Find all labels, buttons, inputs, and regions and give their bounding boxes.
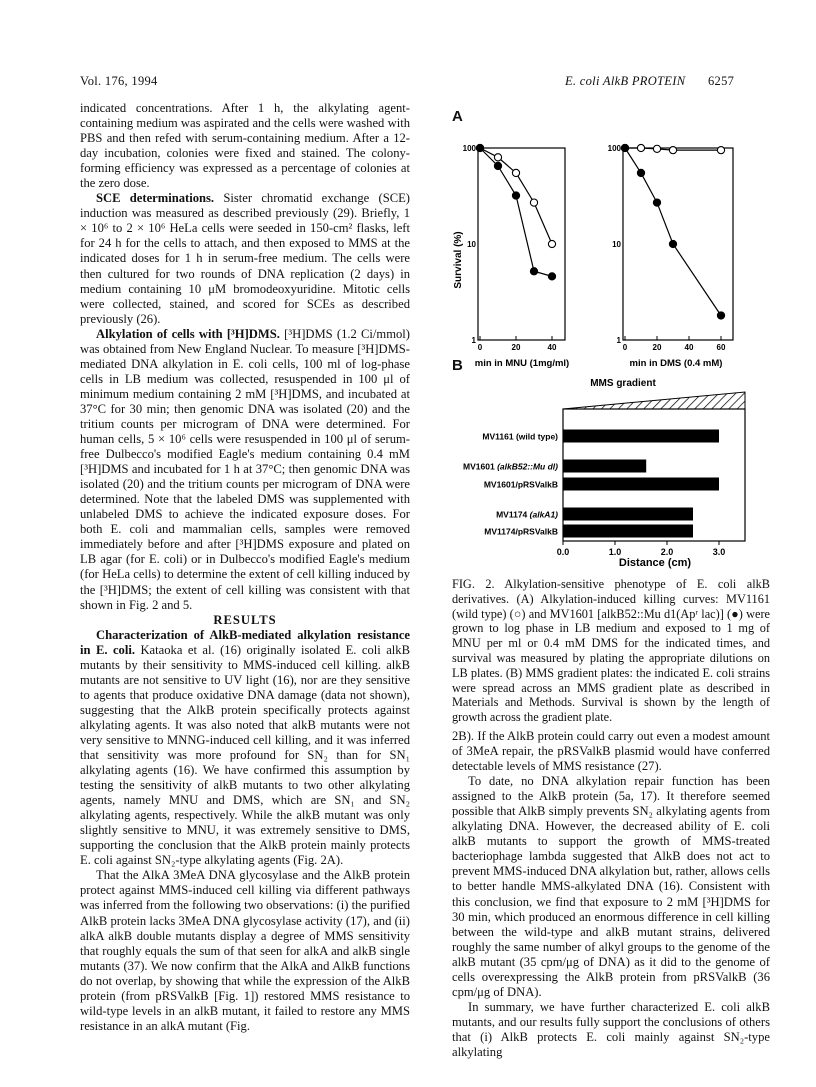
b-bars [563, 430, 719, 538]
a-right-ytick-100: 100 [607, 144, 621, 153]
a-right-point-filled-3 [669, 240, 676, 247]
a-left-point-open-0 [476, 144, 483, 151]
a-right-xlabel: min in DMS (0.4 mM) [629, 358, 723, 369]
a-right-point-open-3 [669, 147, 676, 154]
paragraph-characterization [80, 628, 410, 869]
a-right-xtick-label-20: 20 [652, 343, 662, 352]
a-right-plot [608, 144, 733, 369]
b-xtick-label-0: 0.0 [556, 547, 570, 557]
paragraph-sce [80, 191, 410, 326]
b-xtick-label-1: 1.0 [608, 547, 622, 557]
a-right-point-open-1 [637, 144, 644, 151]
bar-label-1: MV1601 (alkB52::Mu dl) [463, 461, 558, 472]
panel-label-b: B [452, 357, 463, 374]
b-xlabel: Distance (cm) [618, 557, 692, 569]
paragraph-methods-end: indicated concentrations. After 1 h, the alkylating agent-containing medium was aspirated and the cells were washed with PBS and then refed with serum-containing medium. After a 12-day incubation, colonies were fixed and stained. The colony-forming efficiency was expressed as a percentage of colonies at the zero dose. [80, 101, 410, 191]
a-left-frame [478, 148, 565, 340]
a-left-ytick-100: 100 [462, 144, 476, 153]
a-left-xtick-label-20: 20 [511, 343, 521, 352]
figure-caption [452, 577, 770, 725]
caption-text: Alkylation-sensitive phenotype of E. coli alkB derivatives. (A) Alkylation-induced killing curves: MV1161 (wild type) (○) and MV1601 [alkB52::Mu d1(Apʳ lac)] (●) were grown to log phase in LB medium and exposed to 1 mg of MNU per ml or 0.4 mM DMS for the indicated times, and survival was measured by plating the appropriate dilutions on LB plates. (B) MMS gradient plates: the indicated E. coli strains were spread across an MMS gradient plate as described in Materials and Methods. Survival is shown by the length of growth across the gradient plate. [452, 577, 770, 725]
a-right-ytick-10: 10 [612, 240, 621, 249]
a-left-xticks [478, 336, 557, 352]
bar-label-paren-1: (alkB52::Mu dl) [497, 461, 558, 472]
paragraph-summary: In summary, we have further characterized E. coli alkB mutants, and our results fully support the conclusions of others that (i) AlkB protects E. coli mainly against SN₂-type alkylating [452, 999, 770, 1059]
paragraph-continuation: 2B). If the AlkB protein could carry out even a modest amount of 3MeA repair, the pRSValkB plasmid would have conferred detectable levels of MMS resistance (27). [452, 729, 770, 774]
a-left-series-open-line [480, 148, 552, 244]
a-right-xticks [623, 336, 726, 352]
a-left-point-open-2 [512, 169, 519, 176]
b-xticks [557, 541, 726, 557]
a-left-plot [463, 144, 570, 369]
a-left-ytick-10: 10 [467, 240, 476, 249]
sce-heading: SCE determinations. [96, 191, 215, 206]
bar-label-0: MV1161 (wild type) [482, 431, 558, 442]
characterization-body: Kataoka et al. (16) originally isolated E. coli alkB mutants by their sensitivity to MMS-induced cell killing. alkB mutants are not sensitive to UV light (16), nor are they sensitive to agents that produce oxidative DNA damage (data not shown), suggesting that the AlkB protein specifically protects against alkylating agents. It was also noted that alkB mutants were not very sensitive to MNNG-induced cell killing, and it was inferred that sensitivity was more profound for SN₂ than for SN₁ alkylating agents (16). We have confirmed this assumption by testing the sensitivity of alkB mutants to two other alkylating agents, namely MNU and DMS, which are SN₁ and SN₂ alkylating agents, respectively. While the alkB mutant was only slightly sensitive to MNU, it was extremely sensitive to DMS, supporting the conclusion that the AlkB protein mainly protects E. coli against SN₂-type alkylating agents (Fig. 2A). [80, 642, 410, 868]
a-left-marks [476, 144, 555, 280]
a-left-xlabel: min in MNU (1mg/ml) [474, 358, 570, 369]
running-header-title: E. coli AlkB PROTEIN [565, 74, 686, 88]
bar-label-paren-0: (wild type) [515, 431, 558, 442]
bar-0 [563, 430, 719, 443]
a-right-point-filled-2 [653, 199, 660, 206]
a-left-point-open-3 [530, 199, 537, 206]
a-left-point-filled-1 [494, 162, 501, 169]
b-xtick-label-3: 3.0 [712, 547, 726, 557]
left-column [80, 101, 410, 1034]
bar-label-3: MV1174 (alkA1) [496, 509, 558, 520]
mms-gradient-wedge [563, 392, 745, 409]
a-right-point-open-0 [621, 144, 628, 151]
a-right-point-open-4 [717, 147, 724, 154]
page-number: 6257 [708, 74, 735, 88]
b-panel [463, 378, 745, 569]
a-right-xtick-label-0: 0 [622, 343, 628, 352]
running-header-volume: Vol. 176, 1994 [80, 74, 158, 88]
a-right-ytick-1: 1 [616, 336, 621, 345]
bar-label-paren-3: (alkA1) [529, 509, 558, 520]
right-column [452, 729, 770, 1060]
bar-label-4: MV1174/pRSValkB [484, 526, 558, 537]
alkylation-body: [³H]DMS (1.2 Ci/mmol) was obtained from New England Nuclear. To measure [³H]DMS-mediated DNA alkylation in E. coli cells, 100 ml of log-phase cells in LB medium was collected, resuspended in 100 μl of minimum medium containing 2 mM [³H]DMS, and incubated at 37°C for 30 min; then genomic DNA was isolated (20) and the tritium counts per microgram of DNA were determined. For human cells, 5 × 10⁶ cells were resuspended in 100 μl of serum-free Dulbecco's modified Eagle's medium containing 0.4 mM [³H]DMS and incubated for 1 h at 37°C; then genomic DNA was isolated (20) and the tritium counts per microgram of DNA were determined. Note that the labeled DMS was supplemented with unlabeled DMS to achieve the indicated exposure doses. For both E. coli and mammalian cells, samples were removed immediately before and after [³H]DMS exposure and plated on LB agar (for E. coli) or in Dulbecco's modified Eagle's medium (for HeLa cells) to determine the extent of cell killing induced by the [³H]DMS; the extent of cell killing was consistent with that shown in Fig. 2 and 5. [80, 326, 411, 612]
mms-gradient-label: MMS gradient [590, 378, 656, 389]
a-left-point-filled-3 [530, 268, 537, 275]
a-left-point-filled-2 [512, 192, 519, 199]
a-right-point-filled-4 [717, 312, 724, 319]
a-right-series-filled-line [625, 148, 721, 315]
a-right-point-open-2 [653, 145, 660, 152]
a-left-point-open-4 [548, 240, 555, 247]
a-left-point-filled-0 [476, 144, 483, 151]
paragraph-alkylation-dna: To date, no DNA alkylation repair function has been assigned to the AlkB protein (5a, 17). It therefore seemed possible that AlkB simply prevents SN₂ alkylating agents from alkylating DNA. However, the decreased ability of E. coli alkB mutants to support the growth of MMS-treated bacteriophage lambda suggested that AlkB does not act to prevent MMS-induced DNA alkylation but, rather, allows cells to better handle MMS-alkylated DNA (16). Consistent with this conclusion, we find that exposure to 2 mM [³H]DMS for 30 min, which produced an enormous difference in cell killing between the wild-type and alkB mutant strains, delivered roughly the same number of alkyl groups to the genome of the alkB mutant (35 cpm/μg of DNA) as it did to the genome of cells overexpressing the AlkB protein from pRSValkB (36 cpm/μg of DNA). [452, 774, 770, 999]
a-right-series-open-line [625, 148, 721, 150]
results-heading: RESULTS [213, 612, 277, 627]
a-right-frame [623, 148, 733, 340]
bar-3 [563, 508, 693, 521]
b-row-labels [463, 432, 558, 537]
paragraph-alka-alkb: That the AlkA 3MeA DNA glycosylase and the AlkB protein protect against MMS-induced cell killing via different pathways was inferred from the following two observations: (i) the purified AlkB protein lacks 3MeA DNA glycosylase activity (17), and (ii) alkA alkB double mutants display a degree of MMS sensitivity that roughly equals the sum of that seen for alkA and alkB single mutants (37). We now confirm that the AlkA and AlkB functions do not overlap, by showing that while the expression of the AlkB protein (from pRSValkB [Fig. 1]) restored MMS resistance to wild-type levels in an alkB mutant, it failed to restore any MMS resistance in an alkA mutant (Fig. [80, 868, 410, 1033]
bar-label-2: MV1601/pRSValkB [483, 479, 558, 490]
panel-label-a: A [452, 108, 463, 125]
characterization-heading: Characterization of AlkB-mediated alkylation resistance in E. coli. [80, 627, 410, 657]
bar-1 [563, 460, 646, 473]
sce-body: Sister chromatid exchange (SCE) induction was measured as described previously (29). Briefly, 1 × 10⁶ to 2 × 10⁶ HeLa cells were seeded in 150-cm² flasks, left for 24 h for the cells to attach, and then exposed to MMS at the indicated doses for 1 h in serum-free medium. The cells were then cultured for two rounds of DNA replication (2 days) in medium containing 10 μM bromodeoxyuridine. Mitotic cells were collected, stained, and scored for SCEs as described previously (26). [80, 191, 410, 326]
caption-lead: FIG. 2. [452, 577, 495, 591]
b-frame [563, 409, 745, 541]
a-left-series-filled-line [480, 148, 552, 276]
bar-2 [563, 478, 719, 491]
a-right-marks [621, 144, 724, 319]
alkylation-heading: Alkylation of cells with [³H]DMS. [96, 326, 280, 341]
a-right-xtick-label-40: 40 [684, 343, 694, 352]
a-left-point-open-1 [494, 154, 501, 161]
a-right-point-filled-0 [621, 144, 628, 151]
a-left-xtick-label-0: 0 [477, 343, 483, 352]
a-right-xtick-label-60: 60 [716, 343, 726, 352]
a-left-xtick-label-40: 40 [547, 343, 557, 352]
a-ylabel: Survival (%) [453, 231, 464, 289]
paragraph-alkylation [80, 327, 410, 613]
b-xtick-label-2: 2.0 [660, 547, 674, 557]
a-left-ytick-1: 1 [471, 336, 476, 345]
a-left-point-filled-4 [548, 273, 555, 280]
bar-4 [563, 525, 693, 538]
a-right-point-filled-1 [637, 169, 644, 176]
